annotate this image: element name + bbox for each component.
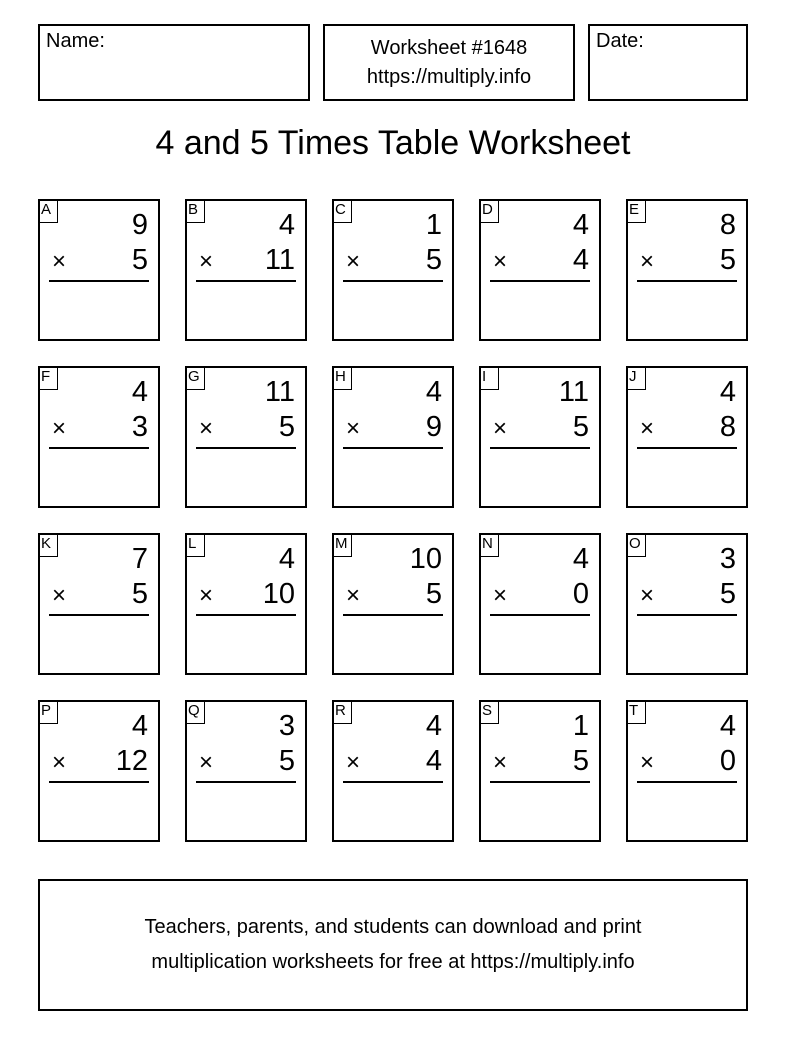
multiplicand: 4 xyxy=(278,209,295,241)
multiplicand: 4 xyxy=(425,710,442,742)
multiplier: 12 xyxy=(115,745,148,777)
times-sign: × xyxy=(199,749,214,776)
problem-letter: L xyxy=(185,533,205,557)
problem-letter: A xyxy=(38,199,58,223)
times-sign: × xyxy=(493,582,508,609)
problem-card xyxy=(185,199,307,341)
multiplier: 4 xyxy=(425,745,442,777)
problem-card xyxy=(626,533,748,675)
name-label: Name: xyxy=(46,30,105,52)
problem-letter: E xyxy=(626,199,646,223)
multiplier: 5 xyxy=(572,745,589,777)
multiplicand: 4 xyxy=(572,543,589,575)
times-sign: × xyxy=(199,248,214,275)
multiplier: 11 xyxy=(264,244,295,276)
answer-line xyxy=(196,781,296,783)
problem-letter: M xyxy=(332,533,352,557)
problem-card xyxy=(38,366,160,508)
answer-line xyxy=(637,447,737,449)
multiplicand: 4 xyxy=(719,376,736,408)
problem-letter: R xyxy=(332,700,352,724)
multiplier: 5 xyxy=(719,578,736,610)
times-sign: × xyxy=(346,415,361,442)
problem-letter: K xyxy=(38,533,58,557)
footer-line-2: multiplication worksheets for free at https://multiply.info xyxy=(151,951,635,973)
problem-card xyxy=(185,366,307,508)
multiplicand: 4 xyxy=(425,376,442,408)
problem-card xyxy=(332,700,454,842)
problem-card xyxy=(626,366,748,508)
multiplier: 5 xyxy=(278,745,295,777)
multiplier: 4 xyxy=(572,244,589,276)
multiplier: 5 xyxy=(278,411,295,443)
multiplier: 10 xyxy=(262,578,295,610)
problem-letter: N xyxy=(479,533,499,557)
problem-card xyxy=(479,700,601,842)
problem-card xyxy=(332,199,454,341)
multiplier: 5 xyxy=(719,244,736,276)
answer-line xyxy=(490,781,590,783)
problem-letter: F xyxy=(38,366,58,390)
answer-line xyxy=(343,447,443,449)
answer-line xyxy=(490,614,590,616)
problem-card xyxy=(479,366,601,508)
multiplicand: 3 xyxy=(719,543,736,575)
times-sign: × xyxy=(346,582,361,609)
multiplicand: 9 xyxy=(131,209,148,241)
problem-card xyxy=(479,199,601,341)
answer-line xyxy=(343,280,443,282)
multiplicand: 4 xyxy=(131,710,148,742)
times-sign: × xyxy=(199,415,214,442)
multiplicand: 8 xyxy=(719,209,736,241)
problem-letter: G xyxy=(185,366,205,390)
answer-line xyxy=(343,614,443,616)
multiplier: 0 xyxy=(572,578,589,610)
answer-line xyxy=(637,614,737,616)
problem-letter: C xyxy=(332,199,352,223)
answer-line xyxy=(637,280,737,282)
multiplicand: 4 xyxy=(719,710,736,742)
problem-letter: T xyxy=(626,700,646,724)
answer-line xyxy=(343,781,443,783)
problem-letter: S xyxy=(479,700,499,724)
problem-card xyxy=(626,199,748,341)
multiplier: 9 xyxy=(425,411,442,443)
problem-card xyxy=(332,533,454,675)
times-sign: × xyxy=(640,415,655,442)
multiplier: 5 xyxy=(572,411,589,443)
problem-letter: H xyxy=(332,366,352,390)
multiplicand: 11 xyxy=(558,376,589,408)
problem-card xyxy=(185,533,307,675)
problem-card xyxy=(38,199,160,341)
date-box xyxy=(588,24,748,101)
problem-letter: I xyxy=(479,366,499,390)
times-sign: × xyxy=(640,248,655,275)
multiplicand: 3 xyxy=(278,710,295,742)
times-sign: × xyxy=(346,248,361,275)
times-sign: × xyxy=(493,415,508,442)
answer-line xyxy=(637,781,737,783)
answer-line xyxy=(490,280,590,282)
problem-letter: B xyxy=(185,199,205,223)
problem-letter: O xyxy=(626,533,646,557)
multiplier: 5 xyxy=(131,244,148,276)
multiplicand: 4 xyxy=(131,376,148,408)
multiplicand: 4 xyxy=(278,543,295,575)
multiplier: 0 xyxy=(719,745,736,777)
times-sign: × xyxy=(346,749,361,776)
problem-card xyxy=(38,700,160,842)
problem-letter: P xyxy=(38,700,58,724)
problem-card xyxy=(38,533,160,675)
date-label: Date: xyxy=(596,30,644,52)
answer-line xyxy=(49,447,149,449)
footer-box xyxy=(38,879,748,1011)
problem-card xyxy=(479,533,601,675)
answer-line xyxy=(196,280,296,282)
multiplicand: 1 xyxy=(572,710,589,742)
times-sign: × xyxy=(52,415,67,442)
times-sign: × xyxy=(493,749,508,776)
answer-line xyxy=(49,614,149,616)
name-box xyxy=(38,24,310,101)
multiplier: 3 xyxy=(131,411,148,443)
multiplicand: 10 xyxy=(409,543,442,575)
website-url: https://multiply.info xyxy=(366,65,532,88)
multiplicand: 4 xyxy=(572,209,589,241)
multiplicand: 7 xyxy=(131,543,148,575)
problem-card xyxy=(626,700,748,842)
problem-card xyxy=(332,366,454,508)
multiplier: 5 xyxy=(131,578,148,610)
problem-letter: D xyxy=(479,199,499,223)
answer-line xyxy=(196,447,296,449)
multiplier: 8 xyxy=(719,411,736,443)
multiplicand: 1 xyxy=(425,209,442,241)
problem-letter: Q xyxy=(185,700,205,724)
worksheet-info-box xyxy=(323,24,575,101)
footer-line-1: Teachers, parents, and students can download and print xyxy=(144,916,642,938)
page-title: 4 and 5 Times Table Worksheet xyxy=(155,124,631,162)
answer-line xyxy=(49,781,149,783)
times-sign: × xyxy=(52,582,67,609)
multiplicand: 11 xyxy=(264,376,295,408)
times-sign: × xyxy=(199,582,214,609)
times-sign: × xyxy=(640,749,655,776)
answer-line xyxy=(49,280,149,282)
times-sign: × xyxy=(52,749,67,776)
times-sign: × xyxy=(493,248,508,275)
answer-line xyxy=(196,614,296,616)
worksheet-number: Worksheet #1648 xyxy=(370,36,528,59)
problem-card xyxy=(185,700,307,842)
problem-letter: J xyxy=(626,366,646,390)
multiplier: 5 xyxy=(425,578,442,610)
multiplier: 5 xyxy=(425,244,442,276)
times-sign: × xyxy=(640,582,655,609)
answer-line xyxy=(490,447,590,449)
times-sign: × xyxy=(52,248,67,275)
